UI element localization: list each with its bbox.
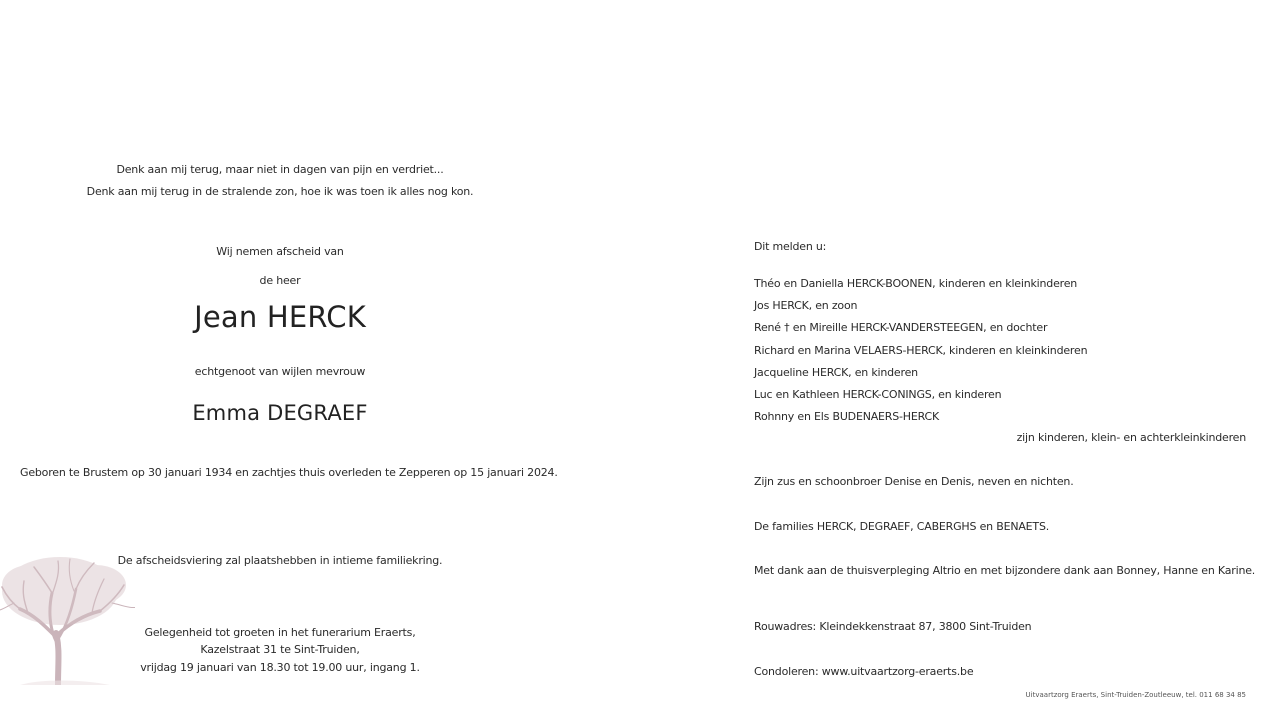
- honorific: de heer: [259, 274, 301, 287]
- visitation-line-2: Kazelstraat 31 te Sint-Truiden,: [200, 643, 360, 656]
- visitation-line-1: Gelegenheid tot groeten in het funerarium Eraerts,: [144, 626, 416, 639]
- farewell-intro: Wij nemen afscheid van: [216, 245, 344, 258]
- thanks-text: Met dank aan de thuisverpleging Altrio en met bijzondere dank aan Bonney, Hanne en Karine.: [754, 564, 1256, 577]
- families-text: De families HERCK, DEGRAEF, CABERGHS en BENAETS.: [754, 520, 1050, 533]
- announce-intro: Dit melden u:: [754, 240, 827, 253]
- siblings-text: Zijn zus en schoonbroer Denise en Denis, neven en nichten.: [754, 475, 1074, 488]
- family-line: René † en Mireille HERCK-VANDERSTEEGEN, en dochter: [754, 321, 1048, 334]
- funeral-home-footer: Uitvaartzorg Eraerts, Sint-Truiden-Zoutleeuw, tel. 011 68 34 85: [1025, 691, 1246, 699]
- poem-line-1: Denk aan mij terug, maar niet in dagen van pijn en verdriet...: [116, 163, 444, 176]
- family-line: Jos HERCK, en zoon: [754, 299, 858, 312]
- family-line: Rohnny en Els BUDENAERS-HERCK: [754, 410, 939, 423]
- birth-death-text: Geboren te Brustem op 30 januari 1934 en zachtjes thuis overleden te Zepperen op 15 januari 2024.: [20, 466, 558, 479]
- family-line: Jacqueline HERCK, en kinderen: [754, 366, 918, 379]
- ceremony-text: De afscheidsviering zal plaatshebben in intieme familiekring.: [117, 554, 443, 567]
- condolences-link: Condoleren: www.uitvaartzorg-eraerts.be: [754, 665, 974, 678]
- family-line: Richard en Marina VELAERS-HERCK, kinderen en kleinkinderen: [754, 344, 1088, 357]
- spouse-name: Emma DEGRAEF: [192, 401, 368, 425]
- spouse-intro: echtgenoot van wijlen mevrouw: [194, 365, 366, 378]
- family-line: Théo en Daniella HERCK-BOONEN, kinderen en kleinkinderen: [754, 277, 1078, 290]
- poem-line-2: Denk aan mij terug in de stralende zon, hoe ik was toen ik alles nog kon.: [86, 185, 474, 198]
- family-summary: zijn kinderen, klein- en achterkleinkinderen: [1016, 431, 1246, 444]
- visitation-line-3: vrijdag 19 januari van 18.30 tot 19.00 uur, ingang 1.: [140, 661, 420, 674]
- mourning-address: Rouwadres: Kleindekkenstraat 87, 3800 Sint-Truiden: [754, 620, 1032, 633]
- family-line: Luc en Kathleen HERCK-CONINGS, en kinderen: [754, 388, 1002, 401]
- deceased-name: Jean HERCK: [194, 300, 366, 334]
